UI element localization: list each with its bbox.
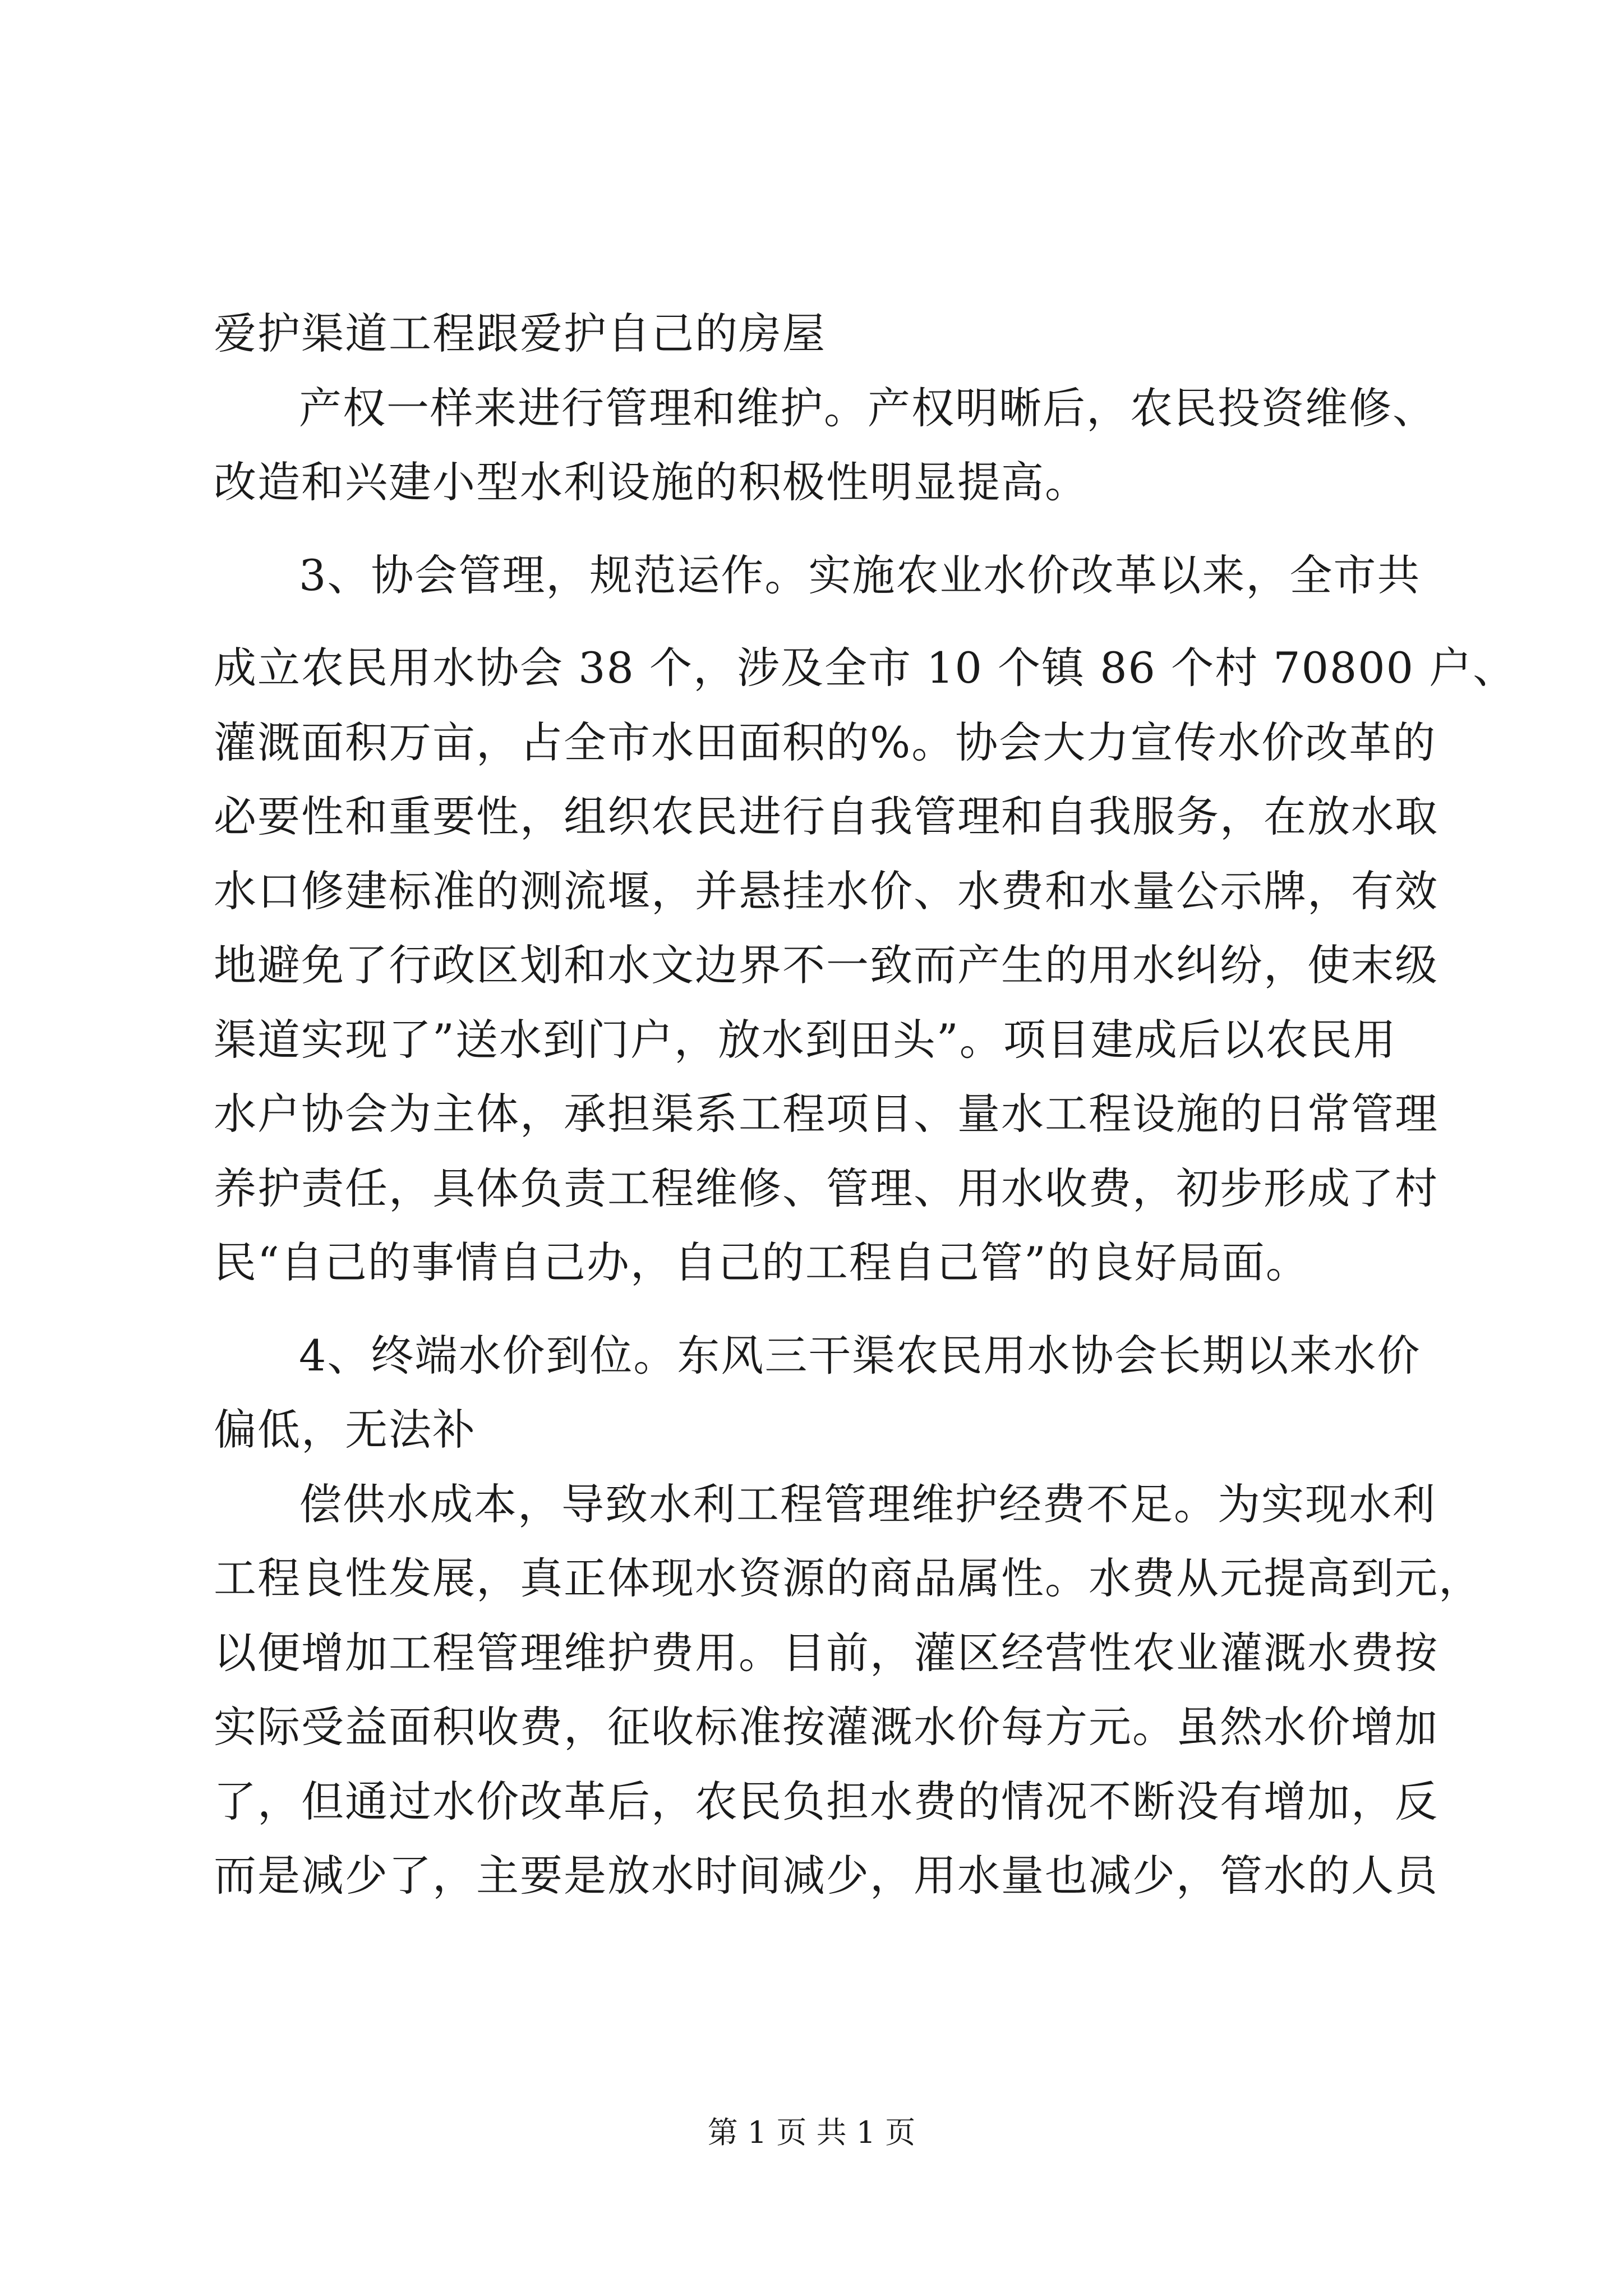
page-number-footer: 第 1 页 共 1 页 — [707, 2115, 916, 2150]
text-line: 实际受益面积收费，征收标准按灌溉水价每方元。虽然水价增加 — [214, 1702, 1438, 1752]
text-line: 偏低，无法补 — [214, 1405, 476, 1455]
text-line: 民“自己的事情自己办，自己的工程自己管”的良好局面。 — [214, 1237, 1310, 1287]
paragraph-first-line: 4、终端水价到位。东风三干渠农民用水协会长期以来水价 — [299, 1331, 1421, 1381]
text-line: 渠道实现了”送水到门户，放水到田头”。项目建成后以农民用 — [214, 1015, 1397, 1065]
text-line: 而是减少了，主要是放水时间减少，用水量也减少，管水的人员 — [214, 1851, 1438, 1901]
text-line: 工程良性发展，真正体现水资源的商品属性。水费从元提高到元， — [214, 1553, 1482, 1603]
text-line: 灌溉面积万亩，占全市水田面积的%。协会大力宣传水价改革的 — [214, 717, 1437, 767]
text-line: 水户协会为主体，承担渠系工程项目、量水工程设施的日常管理 — [214, 1089, 1438, 1139]
text-line: 爱护渠道工程跟爱护自己的房屋 — [214, 309, 826, 358]
text-line: 地避免了行政区划和水文边界不一致而产生的用水纠纷，使末级 — [214, 940, 1438, 990]
paragraph-first-line: 3、协会管理，规范运作。实施农业水价改革以来，全市共 — [299, 550, 1421, 600]
text-line: 养护责任，具体负责工程维修、管理、用水收费，初步形成了村 — [214, 1163, 1438, 1213]
text-line: 了，但通过水价改革后，农民负担水费的情况不断没有增加，反 — [214, 1777, 1438, 1826]
paragraph-first-line: 偿供水成本，导致水利工程管理维护经费不足。为实现水利 — [299, 1479, 1436, 1529]
text-line: 水口修建标准的测流堰，并悬挂水价、水费和水量公示牌，有效 — [214, 866, 1438, 916]
text-line: 改造和兴建小型水利设施的积极性明显提高。 — [214, 457, 1089, 507]
text-line: 必要性和重要性，组织农民进行自我管理和自我服务，在放水取 — [214, 792, 1438, 841]
text-line: 成立农民用水协会 38 个，涉及全市 10 个镇 86 个村 70800 户、 — [214, 643, 1517, 693]
paragraph-first-line: 产权一样来进行管理和维护。产权明晰后，农民投资维修、 — [299, 383, 1436, 433]
text-line: 以便增加工程管理维护费用。目前，灌区经营性农业灌溉水费按 — [214, 1628, 1438, 1678]
